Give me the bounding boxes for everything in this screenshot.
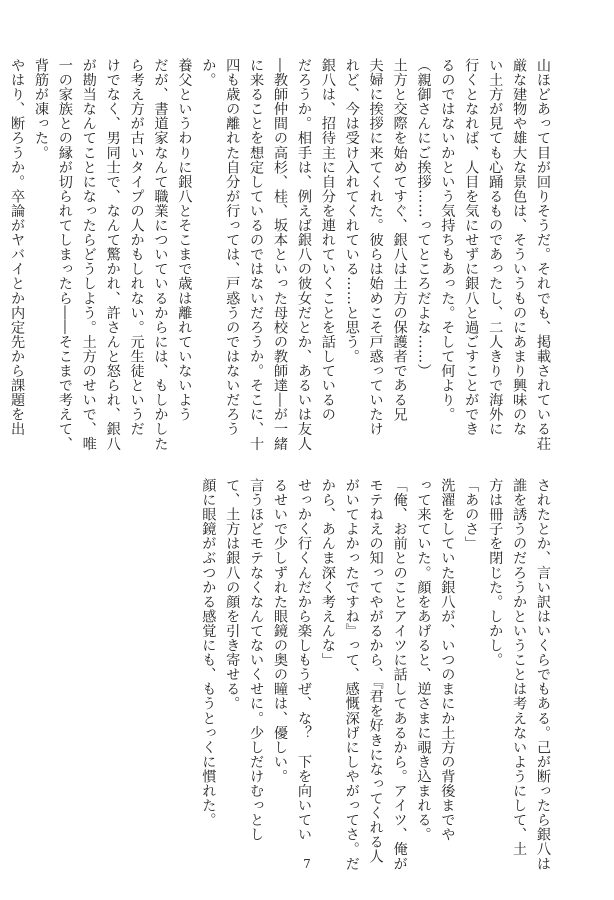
text-line: けでなく、男同士で、なんて驚かれ、許さんと怒られ、銀八	[104, 58, 121, 451]
upper-text-block	[4, 58, 554, 458]
text-line: 土方と交際を始めてすぐ、銀八は土方の保護者である兄	[391, 58, 408, 422]
text-line: 背筋が凍った。	[32, 58, 49, 160]
text-line: って来ていた。顔をあげると、逆さまに覗き込まれる。	[415, 478, 432, 842]
text-line: せっかく行くんだから楽しもうぜ、な？ 下を向いてい	[295, 478, 312, 842]
text-line: るせいで少しずれた眼鏡の奥の瞳は、優しい。	[272, 478, 289, 784]
text-line: が勘当なんてことになったらどうしよう。土方のせいで、唯	[80, 58, 97, 451]
text-line: 四も歳の離れた自分が行っては、戸惑うのではないだろう	[224, 58, 241, 437]
text-line: に来ることを想定しているのではないだろうか。そこに、十	[248, 58, 265, 451]
text-line: モテねえの知ってやがるから、『君を好きになってくれる人	[367, 478, 384, 864]
text-line: 方は冊子を閉じた。しかし。	[487, 478, 504, 668]
page-number: 7	[303, 857, 311, 871]
text-line: 厳な建物や雄大な景色は、そういうものにあまり興味のな	[511, 58, 528, 437]
text-line: だが、書道家なんて職業についているからには、もしかした	[152, 58, 169, 451]
text-line: い土方が見ても心踊るものであったし、二人きりで海外に	[487, 58, 504, 437]
text-line: 一の家族との縁が切られてしまったら――そこまで考えて、	[56, 58, 73, 451]
text-line: れど、今は受け入れてくれている……と思う。	[343, 58, 360, 364]
text-line: がいてよかったですね』って、感慨深げにしやがってさ。だ	[343, 478, 360, 871]
text-line: るのではないかという気持ちもあった。そして何より。	[439, 58, 456, 422]
text-line: ―教師仲間の高杉、桂、坂本といった母校の教師達―が一緒	[272, 58, 289, 451]
text-line: て、土方は銀八の顔を引き寄せる。	[224, 478, 241, 711]
text-line: 銀八は、招待主に自分を連れていくことを話しているの	[319, 58, 336, 422]
text-line: か。	[200, 58, 217, 88]
text-line: 「あのさ」	[463, 478, 480, 551]
text-line: から、あんま深く考えんな」	[319, 478, 336, 668]
text-line: やはり、断ろうか。卒論がヤバイとか内定先から課題を出	[9, 58, 26, 437]
text-line: されたとか、言い訳はいくらでもある。己が断ったら銀八は	[535, 478, 551, 871]
text-line: 夫婦に挨拶に来てくれた。彼らは始めこそ戸惑っていたけ	[367, 58, 384, 437]
text-line: 言うほどモテなくなんてないくせに。少しだけむっとし	[248, 478, 265, 842]
text-line: 山ほどあって目が回りそうだ。それでも、掲載されている荘	[535, 58, 551, 451]
text-line: 「俺、お前とのことアイツに話してあるから。アイツ、俺が	[391, 478, 408, 871]
text-line: 洗濯をしていた銀八が、いつのまにか土方の背後までや	[439, 478, 456, 842]
text-line: 養父というわりに銀八とそこまで歳は離れていないよう	[176, 58, 193, 422]
text-line: （親御さんにご挨拶……ってところだよな……）	[415, 58, 432, 379]
text-line: 顔に眼鏡がぶつかる感覚にも、もうとっくに慣れた。	[200, 478, 217, 828]
text-line: 行くとなれば、人目を気にせずに銀八と過ごすことができ	[463, 58, 480, 437]
lower-text-block	[195, 478, 554, 871]
text-line: だろうか。相手は、例えば銀八の彼女だとか、あるいは友人	[295, 58, 312, 451]
text-line: 誰を誘うのだろうかということは考えないようにして、土	[511, 478, 528, 857]
text-line: ら考え方が古いタイプの人かもしれない。元生徒というだ	[128, 58, 145, 437]
